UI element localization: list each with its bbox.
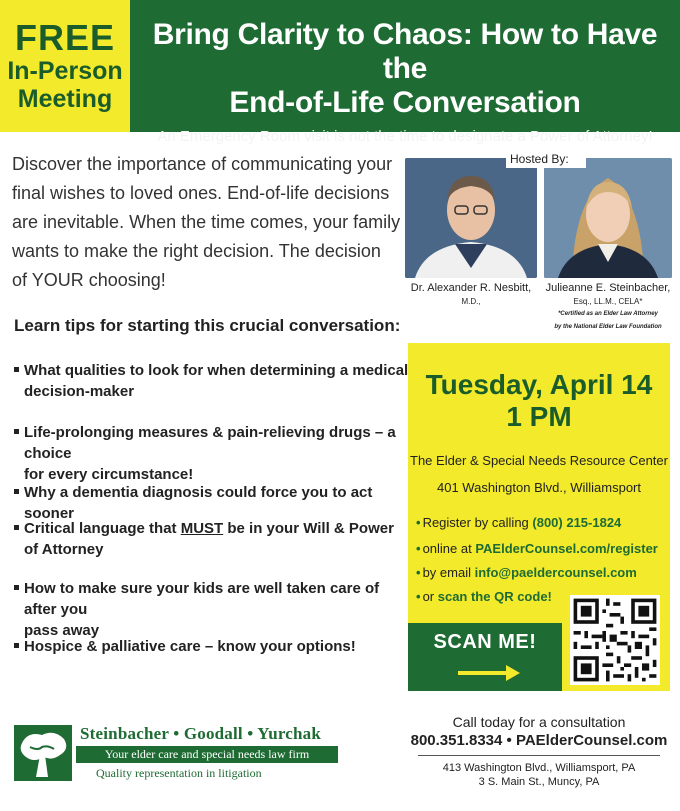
tip-line: Hospice & palliative care – know your options!	[24, 638, 356, 655]
header-tagline: An Emergency Room visit is not the time to designate a Power of Attorney!	[157, 128, 653, 145]
tip-item	[14, 578, 409, 641]
intro-line: final wishes to loved ones. End-of-life decisions	[12, 183, 390, 203]
register-online	[416, 541, 658, 556]
bullet-icon: •	[416, 541, 421, 556]
venue-address: 401 Washington Blvd., Williamsport	[437, 480, 641, 495]
title-line-2: End-of-Life Conversation	[229, 86, 581, 119]
venue-name: The Elder & Special Needs Resource Center	[410, 453, 668, 468]
tip-line: What qualities to look for when determining a medical	[24, 362, 409, 379]
register-phone	[416, 515, 621, 530]
divider	[418, 755, 660, 756]
bullet-icon: •	[416, 515, 421, 530]
firm-subtitle: Quality representation in litigation	[96, 766, 262, 780]
tip-line: How to make sure your kids are well taken care of after you	[24, 580, 380, 618]
qr-code-icon	[570, 595, 660, 685]
tip-item	[14, 360, 409, 402]
scan-me-button[interactable]	[408, 623, 562, 691]
badge-free: FREE	[14, 17, 115, 58]
firm-logo	[14, 725, 72, 781]
register-qr	[416, 589, 552, 604]
arrow-right-icon	[456, 663, 522, 683]
host2-credentials: Esq., LL.M., CELA*	[573, 297, 643, 306]
free-meeting-badge	[0, 0, 130, 132]
badge-in-person: In-Person	[7, 57, 123, 85]
firm-tagline: Your elder care and special needs law firm	[76, 746, 338, 763]
tip-emphasis: MUST	[180, 520, 224, 537]
intro-paragraph	[12, 150, 402, 295]
register-text: online at	[422, 541, 476, 556]
scan-me-label: SCAN ME!	[433, 631, 537, 653]
tip-line	[24, 518, 409, 539]
address-muncy: 3 S. Main St., Muncy, PA	[478, 776, 600, 788]
hosted-by-label: Hosted By:	[506, 150, 586, 168]
portrait-woman-icon	[544, 158, 672, 278]
register-email-link[interactable]: info@paeldercounsel.com	[474, 565, 637, 580]
tip-line: for every circumstance!	[24, 466, 194, 483]
event-details-box	[408, 343, 670, 691]
host2-name: Julieanne E. Steinbacher,	[545, 282, 671, 294]
register-phone-link[interactable]: (800) 215-1824	[532, 515, 622, 530]
portrait-man-icon	[405, 158, 537, 278]
register-text: or	[422, 589, 438, 604]
tip-text: Critical language that	[24, 520, 181, 537]
contact-callout: Call today for a consultation	[452, 714, 626, 730]
host-photo-steinbacher	[544, 158, 672, 278]
tip-item	[14, 422, 409, 485]
register-text: Register by calling	[422, 515, 533, 530]
tip-item	[14, 636, 409, 657]
intro-line: wants to make the right decision. The decision	[12, 241, 381, 261]
badge-meeting: Meeting	[17, 85, 113, 113]
contact-phone-web[interactable]: 800.351.8334 • PAElderCounsel.com	[410, 732, 668, 749]
event-date: Tuesday, April 14	[425, 369, 653, 400]
contact-block	[408, 714, 670, 789]
tip-line: pass away	[24, 622, 100, 639]
intro-line: of YOUR choosing!	[12, 270, 166, 290]
register-qr-text: scan the QR code!	[437, 589, 552, 604]
firm-name: Steinbacher • Goodall • Yurchak	[80, 724, 322, 743]
bullet-icon: •	[416, 589, 421, 604]
host2-note-1: *Certified as an Elder Law Attorney	[558, 311, 658, 317]
host2-caption	[544, 282, 672, 334]
intro-line: Discover the importance of communicating your	[12, 154, 393, 174]
event-venue	[408, 447, 670, 501]
title-line-1: Bring Clarity to Chaos: How to Have the	[152, 18, 658, 85]
host-photo-nesbitt	[405, 158, 537, 278]
register-text: by email	[422, 565, 475, 580]
host1-caption	[405, 282, 537, 308]
qr-code[interactable]	[570, 595, 660, 685]
tip-line: Life-prolonging measures & pain-relieving drugs – a choice	[24, 424, 396, 462]
tree-logo-icon	[14, 725, 72, 781]
tips-heading: Learn tips for starting this crucial conversation:	[14, 316, 401, 335]
tip-item	[14, 518, 409, 560]
tip-line: decision-maker	[24, 383, 135, 400]
page-title	[130, 18, 680, 120]
tip-text: be in your Will & Power	[223, 520, 394, 537]
host1-name: Dr. Alexander R. Nesbitt,	[410, 282, 532, 294]
tip-line: of Attorney	[24, 541, 104, 558]
event-time: 1 PM	[506, 401, 572, 432]
tip-line: Why a dementia diagnosis could force you to act sooner	[24, 484, 373, 522]
intro-line: are inevitable. When the time comes, your family	[12, 212, 401, 232]
register-email	[416, 565, 637, 580]
host1-credentials: M.D.,	[461, 297, 481, 306]
header-banner	[130, 0, 680, 145]
address-williamsport: 413 Washington Blvd., Williamsport, PA	[442, 762, 636, 774]
bullet-icon: •	[416, 565, 421, 580]
register-url-link[interactable]: PAElderCounsel.com/register	[475, 541, 658, 556]
event-date-time	[408, 369, 670, 433]
host2-note-2: by the National Elder Law Foundation	[554, 324, 662, 330]
